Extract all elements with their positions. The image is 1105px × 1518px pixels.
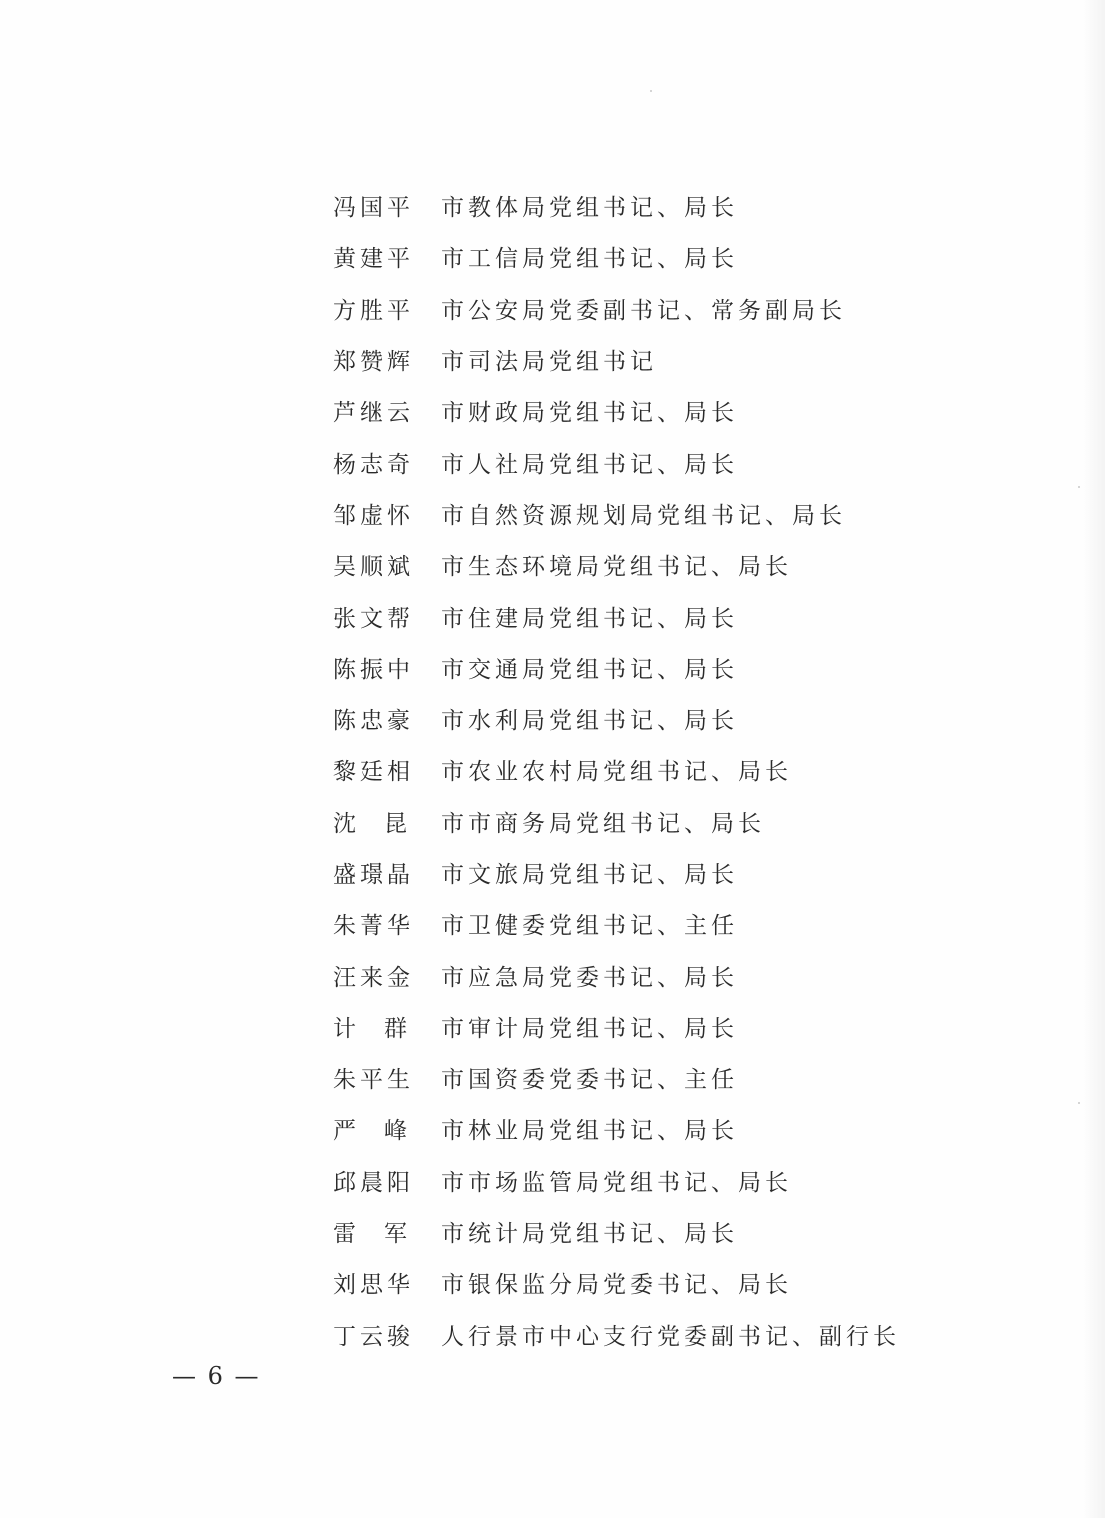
personnel-row bbox=[333, 1103, 900, 1154]
person-name: 黎 廷 相 bbox=[333, 759, 414, 786]
personnel-row bbox=[333, 1206, 900, 1257]
personnel-row bbox=[333, 796, 900, 847]
person-name: 朱 平 生 bbox=[333, 1067, 414, 1094]
person-name: 朱 菁 华 bbox=[333, 913, 414, 940]
person-name: 黄 建 平 bbox=[333, 246, 414, 273]
person-name: 邹 虚 怀 bbox=[333, 502, 414, 529]
personnel-row bbox=[333, 642, 900, 693]
person-title: 市市商务局党组书记、局长 bbox=[441, 810, 765, 837]
personnel-row bbox=[333, 539, 900, 590]
person-title: 市文旅局党组书记、局长 bbox=[441, 862, 738, 888]
personnel-row bbox=[333, 283, 900, 334]
person-name: 汪 来 金 bbox=[333, 964, 414, 991]
person-title: 市人社局党组书记、局长 bbox=[441, 451, 738, 478]
personnel-row bbox=[333, 231, 900, 282]
person-title: 市市场监管局党组书记、局长 bbox=[441, 1169, 792, 1196]
person-name: 严 峰 bbox=[333, 1118, 411, 1145]
person-name: 雷 军 bbox=[333, 1221, 411, 1248]
personnel-row bbox=[333, 180, 900, 231]
person-title: 市自然资源规划局党组书记、局长 bbox=[441, 502, 846, 529]
person-title: 市林业局党组书记、局长 bbox=[441, 1118, 738, 1145]
person-title: 市教体局党组书记、局长 bbox=[441, 195, 738, 222]
person-name: 杨 志 奇 bbox=[333, 451, 414, 478]
personnel-row bbox=[333, 385, 900, 436]
person-name: 计 群 bbox=[333, 1015, 411, 1042]
person-name: 邱 晨 阳 bbox=[333, 1169, 414, 1196]
personnel-row bbox=[333, 334, 900, 385]
person-title: 市银保监分局党委书记、局长 bbox=[441, 1272, 792, 1299]
person-name: 陈 振 中 bbox=[333, 656, 414, 683]
person-title: 人行景市中心支行党委副书记、副行长 bbox=[441, 1323, 900, 1350]
scan-speck bbox=[650, 90, 652, 92]
personnel-row bbox=[333, 744, 900, 795]
person-title: 市国资委党委书记、主任 bbox=[441, 1067, 738, 1094]
person-title: 市住建局党组书记、局长 bbox=[441, 605, 738, 632]
personnel-row bbox=[333, 1155, 900, 1206]
person-title: 市水利局党组书记、局长 bbox=[441, 708, 738, 735]
person-title: 市应急局党委书记、局长 bbox=[441, 964, 738, 991]
person-name: 芦 继 云 bbox=[333, 400, 414, 427]
personnel-row bbox=[333, 1309, 900, 1360]
personnel-row bbox=[333, 590, 900, 641]
personnel-row bbox=[333, 1001, 900, 1052]
page-number: — 6 — bbox=[172, 1362, 261, 1390]
personnel-row bbox=[333, 488, 900, 539]
person-title: 市生态环境局党组书记、局长 bbox=[441, 554, 792, 581]
personnel-row bbox=[333, 693, 900, 744]
person-title: 市卫健委党组书记、主任 bbox=[441, 913, 738, 940]
person-name: 丁 云 骏 bbox=[333, 1323, 414, 1350]
person-name: 方 胜 平 bbox=[333, 297, 414, 324]
person-title: 市公安局党委副书记、常务副局长 bbox=[441, 297, 846, 324]
personnel-row bbox=[333, 847, 900, 898]
person-name: 盛 璟 晶 bbox=[333, 862, 414, 888]
scan-speck bbox=[1078, 1102, 1080, 1104]
person-name: 陈 忠 豪 bbox=[333, 708, 414, 735]
person-title: 市统计局党组书记、局长 bbox=[441, 1221, 738, 1248]
personnel-row bbox=[333, 1257, 900, 1308]
personnel-row bbox=[333, 436, 900, 487]
person-name: 沈 昆 bbox=[333, 810, 411, 837]
scan-speck bbox=[1078, 486, 1080, 488]
person-title: 市交通局党组书记、局长 bbox=[441, 656, 738, 683]
person-title: 市财政局党组书记、局长 bbox=[441, 400, 738, 427]
person-name: 张 文 帮 bbox=[333, 605, 414, 632]
person-title: 市工信局党组书记、局长 bbox=[441, 246, 738, 273]
scan-edge-shadow bbox=[1083, 0, 1105, 1518]
person-name: 吴 顺 斌 bbox=[333, 554, 414, 581]
personnel-row bbox=[333, 949, 900, 1000]
personnel-row bbox=[333, 898, 900, 949]
personnel-row bbox=[333, 1052, 900, 1103]
person-title: 市审计局党组书记、局长 bbox=[441, 1015, 738, 1042]
personnel-list bbox=[333, 180, 900, 1360]
person-name: 冯 国 平 bbox=[333, 195, 414, 222]
person-name: 郑 赞 辉 bbox=[333, 349, 414, 376]
person-title: 市司法局党组书记 bbox=[441, 349, 657, 376]
person-title: 市农业农村局党组书记、局长 bbox=[441, 759, 792, 786]
person-name: 刘 思 华 bbox=[333, 1272, 414, 1299]
